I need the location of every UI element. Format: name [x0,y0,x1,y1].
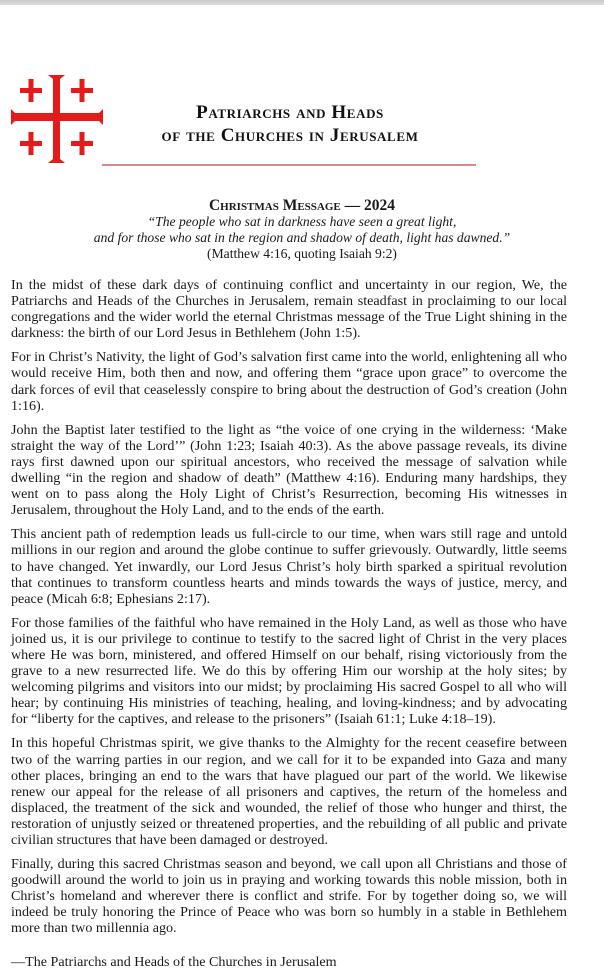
jerusalem-cross-icon [10,73,104,165]
paragraph: This ancient path of redemption leads us full-circle to our time, when wars still rage and untold millions in our region and around the globe continue to suffer grievously. Outwardly, little seems to have changed. Yet inwardly, our Lord Jesus Christ’s holy birth sparked a spiritual revolution that continues to transform countless hearts and minds towards the ways of justice, mercy, and peace (Micah 6:8; Ephesians 2:17). [11,526,567,607]
epigraph-line-2: and for those who sat in the region and shadow of death, light has dawned.” [93,230,511,245]
message-title: Christmas Message — 2024 [208,197,396,214]
header-divider [102,164,476,166]
epigraph [0,214,604,262]
paragraph: Finally, during this sacred Christmas season and beyond, we call upon all Christians and those of goodwill around the world to join us in praying and working towards this noble mission, both in Christ’s homeland and wherever there is conflict and strife. For by together doing so, we will indeed be truly honoring the Prince of Peace who was born so humbly in a stable in Bethlehem more than two millennia ago. [11,856,567,937]
organization-title-line-1: Patriarchs and Heads [196,102,384,123]
organization-title [100,101,480,147]
viewer-top-bar [0,0,604,5]
paragraph: For in Christ’s Nativity, the light of God’s salvation first came into the world, enlightening all who would receive Him, both then and now, and offering them “grace upon grace” to overcome the dark forces of evil that ceaselessly conspire to bring about the destruction of God’s creation (John 1:16). [11,349,567,414]
epigraph-citation: (Matthew 4:16, quoting Isaiah 9:2) [207,246,397,261]
message-body [11,277,567,978]
paragraph: In this hopeful Christmas spirit, we give thanks to the Almighty for the recent ceasefire between two of the warring parties in our region, and we call for it to be expanded into Gaza and many other places, bringing an end to the wars that have plagued our part of the world. We likewise renew our appeal for the release of all prisoners and captives, the return of the homeless and displaced, the treatment of the sick and wounded, the relief of those who hunger and thirst, the restoration of unjustly seized or threatened properties, and the rebuilding of all public and private civilian structures that have been damaged or destroyed. [11,735,567,848]
signature: —The Patriarchs and Heads of the Churches in Jerusalem [11,953,337,970]
paragraph: John the Baptist later testified to the light as “the voice of one crying in the wilderness: ‘Make straight the way of the Lord’” (John 1:23; Isaiah 40:3). As the above passage reveals, its divine rays first dawned upon our spiritual ancestors, who received the message of salvation while dwelling “in the region and shadow of death” (Matthew 4:16). Enduring many hardships, they went on to pass along the Holy Light of Christ’s Resurrection, becoming His witnesses in Jerusalem, throughout the Holy Land, and to the ends of the earth. [11,421,567,519]
epigraph-line-1: “The people who sat in darkness have seen a great light, [147,214,457,229]
organization-title-line-2: of the Churches in Jerusalem [161,125,419,146]
paragraph: In the midst of these dark days of continuing conflict and uncertainty in our region, We, the Patriarchs and Heads of the Churches in Jerusalem, remain steadfast in proclaiming to our local congregations and the wider world the eternal Christmas message of the True Light shining in the darkness: the birth of our Lord Jesus in Bethlehem (John 1:5). [11,277,567,342]
paragraph: For those families of the faithful who have remained in the Holy Land, as well as those who have joined us, it is our privilege to continue to testify to the sacred light of Christ in the very places where He was born, ministered, and offered Himself on our behalf, rising victoriously from the grave to a new resurrected life. We do this by offering Him our worship at the holy sites; by welcoming pilgrims and visitors into our midst; by proclaiming His sacred Gospel to all who will hear; by continuing His ministries of teaching, healing, and loving-kindness; and by advocating for “liberty for the captives, and release to the prisoners” (Isaiah 61:1; Luke 4:18–19). [11,614,567,728]
